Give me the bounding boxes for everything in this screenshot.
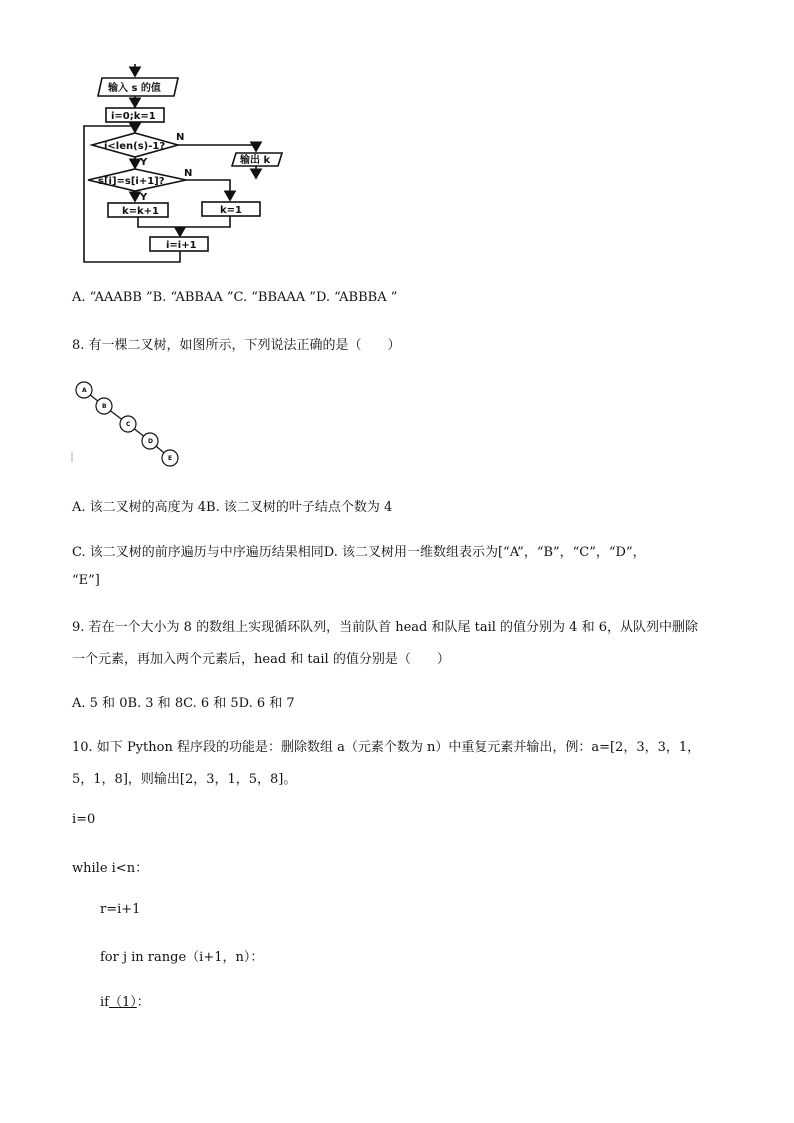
fc-cond2-no: N <box>184 168 193 179</box>
code-if-line <box>100 991 150 1010</box>
code-line: r=i+1 <box>100 902 141 917</box>
tree-node-e: E <box>168 455 173 462</box>
fc-input: 输入 s 的值 <box>108 83 161 94</box>
code-if-blank: （1） <box>108 995 137 1010</box>
fc-cond1-yes: Y <box>140 157 148 168</box>
fc-init: i=0;k=1 <box>111 111 156 122</box>
fc-cond1-no: N <box>176 132 185 143</box>
q7-options: A. “AAABB ”B. “ABBAA ”C. “BBAAA ”D. “ABBBA ” <box>72 290 398 305</box>
fc-reset-k: k=1 <box>220 205 242 216</box>
binary-tree <box>70 378 190 470</box>
code-line: i=0 <box>72 812 96 827</box>
fc-cond2: s[i]=s[i+1]? <box>98 176 165 187</box>
fc-cond1: i<len(s)-1? <box>104 141 166 152</box>
q8-options-line2: C. 该二叉树的前序遍历与中序遍历结果相同D. 该二叉树用一维数组表示为[“A”，“B”，“C”，“D”， <box>72 545 646 560</box>
q9-stem-line1: 9. 若在一个大小为 8 的数组上实现循环队列，当前队首 head 和队尾 tail 的值分别为 4 和 6，从队列中删除 <box>72 620 698 635</box>
q10-stem-line2: 5，1，8]，则输出[2，3，1，5，8]。 <box>72 772 297 787</box>
fc-inc-k: k=k+1 <box>122 206 160 217</box>
fc-inc-i: i=i+1 <box>166 240 197 251</box>
q8-options-line3: “E”] <box>72 573 100 588</box>
flowchart <box>78 60 298 270</box>
tree-node-c: C <box>126 421 131 428</box>
fc-output: 输出 k <box>240 155 271 166</box>
q9-stem-line2: 一个元素，再加入两个元素后，head 和 tail 的值分别是（ ） <box>72 652 450 667</box>
code-if-suffix: ： <box>136 995 150 1010</box>
code-line: for j in range（i+1，n）： <box>100 950 264 965</box>
code-line: while i<n： <box>72 861 149 876</box>
q10-stem-line1: 10. 如下 Python 程序段的功能是：删除数组 a（元素个数为 n）中重复元素并输出，例：a=[2，3，3，1， <box>72 740 701 755</box>
fc-cond2-yes: Y <box>140 192 148 203</box>
tree-node-d: D <box>148 438 153 445</box>
q9-options: A. 5 和 0B. 3 和 8C. 6 和 5D. 6 和 7 <box>72 696 295 711</box>
q8-options-line1: A. 该二叉树的高度为 4B. 该二叉树的叶子结点个数为 4 <box>72 500 393 515</box>
tree-node-b: B <box>102 403 107 410</box>
code-if-prefix: if <box>100 995 109 1010</box>
q8-stem: 8. 有一棵二叉树，如图所示，下列说法正确的是（ ） <box>72 338 401 353</box>
tree-node-a: A <box>82 387 87 394</box>
